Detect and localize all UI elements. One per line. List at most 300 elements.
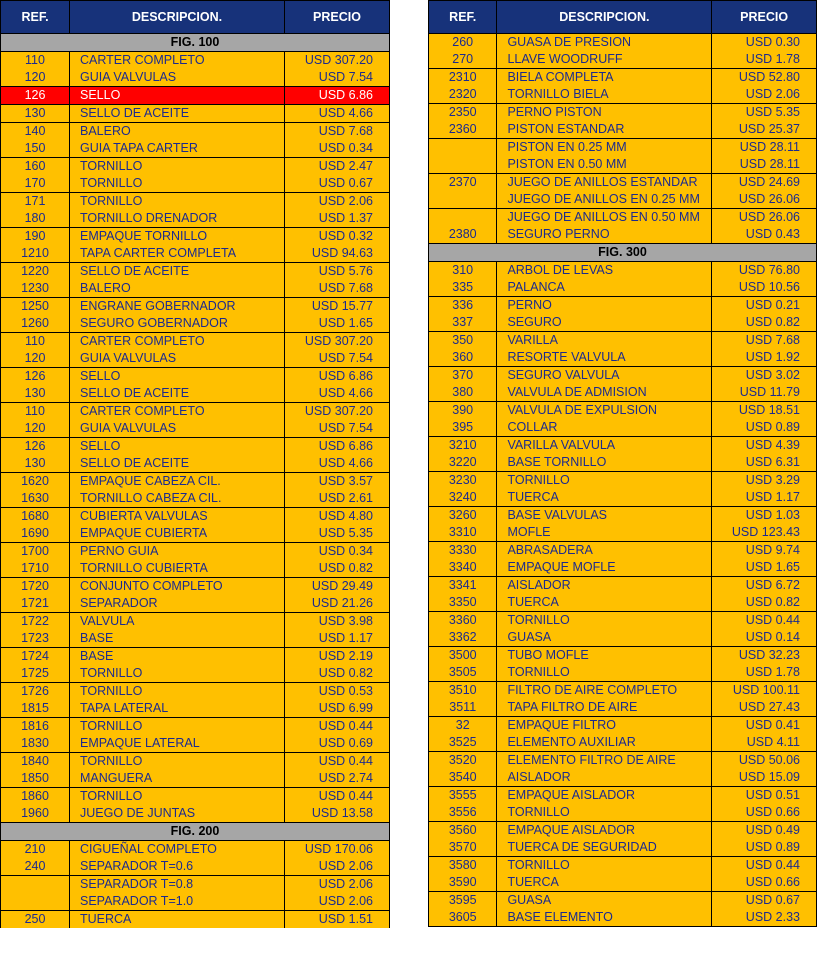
ref-cell: 3555 xyxy=(429,787,497,805)
table-row xyxy=(429,437,817,455)
description-cell: SEGURO VALVULA xyxy=(497,367,712,385)
description-cell: TORNILLO xyxy=(497,804,712,822)
ref-cell: 1250 xyxy=(1,298,70,316)
table-row xyxy=(1,753,390,771)
ref-cell: 180 xyxy=(1,210,70,228)
table-row xyxy=(1,123,390,141)
price-cell: USD 0.82 xyxy=(712,314,817,332)
price-cell: USD 2.06 xyxy=(285,893,390,911)
ref-cell: 160 xyxy=(1,158,70,176)
description-cell: JUEGO DE ANILLOS EN 0.25 MM xyxy=(497,191,712,209)
price-cell: USD 1.65 xyxy=(712,559,817,577)
ref-cell: 380 xyxy=(429,384,497,402)
table-row xyxy=(429,892,817,910)
description-cell: BASE xyxy=(70,648,285,666)
description-cell: TAPA CARTER COMPLETA xyxy=(70,245,285,263)
ref-cell: 1815 xyxy=(1,700,70,718)
description-cell: TORNILLO DRENADOR xyxy=(70,210,285,228)
price-cell: USD 4.66 xyxy=(285,385,390,403)
price-cell: USD 0.69 xyxy=(285,735,390,753)
table-row xyxy=(1,105,390,123)
description-cell: AISLADOR xyxy=(497,577,712,595)
header-ref: REF. xyxy=(429,1,497,34)
table-row xyxy=(429,454,817,472)
description-cell: SELLO xyxy=(70,438,285,456)
description-cell: PERNO PISTON xyxy=(497,104,712,122)
description-cell: SEGURO xyxy=(497,314,712,332)
description-cell: GUASA xyxy=(497,629,712,647)
description-cell: TORNILLO CUBIERTA xyxy=(70,560,285,578)
price-cell: USD 2.47 xyxy=(285,158,390,176)
description-cell: TORNILLO BIELA xyxy=(497,86,712,104)
ref-cell: 130 xyxy=(1,385,70,403)
ref-cell: 1210 xyxy=(1,245,70,263)
price-cell: USD 29.49 xyxy=(285,578,390,596)
table-row xyxy=(1,368,390,386)
description-cell: SELLO DE ACEITE xyxy=(70,105,285,123)
description-cell: TORNILLO xyxy=(70,158,285,176)
parts-table-right xyxy=(428,0,817,927)
price-cell: USD 2.06 xyxy=(285,193,390,211)
description-cell: TUERCA DE SEGURIDAD xyxy=(497,839,712,857)
price-cell: USD 307.20 xyxy=(285,52,390,70)
table-row xyxy=(429,156,817,174)
ref-cell: 360 xyxy=(429,349,497,367)
ref-cell: 2320 xyxy=(429,86,497,104)
ref-cell: 3310 xyxy=(429,524,497,542)
description-cell: ENGRANE GOBERNADOR xyxy=(70,298,285,316)
description-cell: CARTER COMPLETO xyxy=(70,403,285,421)
description-cell: BASE ELEMENTO xyxy=(497,909,712,927)
price-cell: USD 6.72 xyxy=(712,577,817,595)
parts-table-left xyxy=(0,0,390,928)
table-row xyxy=(1,841,390,859)
description-cell: SEPARADOR T=1.0 xyxy=(70,893,285,911)
price-cell: USD 4.80 xyxy=(285,508,390,526)
ref-cell: 171 xyxy=(1,193,70,211)
table-row xyxy=(1,560,390,578)
table-row xyxy=(429,139,817,157)
ref-cell: 3525 xyxy=(429,734,497,752)
description-cell: SELLO xyxy=(70,87,285,105)
price-cell: USD 15.77 xyxy=(285,298,390,316)
description-cell: SELLO xyxy=(70,368,285,386)
price-cell: USD 27.43 xyxy=(712,699,817,717)
price-cell: USD 1.78 xyxy=(712,664,817,682)
price-cell: USD 0.43 xyxy=(712,226,817,244)
description-cell: CONJUNTO COMPLETO xyxy=(70,578,285,596)
ref-cell: 3580 xyxy=(429,857,497,875)
price-cell: USD 6.86 xyxy=(285,368,390,386)
table-row xyxy=(1,700,390,718)
ref-cell: 126 xyxy=(1,438,70,456)
price-cell: USD 2.06 xyxy=(712,86,817,104)
ref-cell: 3590 xyxy=(429,874,497,892)
table-row xyxy=(1,683,390,701)
ref-cell: 337 xyxy=(429,314,497,332)
description-cell: VALVULA xyxy=(70,613,285,631)
description-cell: GUIA VALVULAS xyxy=(70,69,285,87)
ref-cell: 110 xyxy=(1,52,70,70)
description-cell: LLAVE WOODRUFF xyxy=(497,51,712,69)
header-description: DESCRIPCION. xyxy=(497,1,712,34)
price-cell: USD 52.80 xyxy=(712,69,817,87)
price-cell: USD 0.41 xyxy=(712,717,817,735)
ref-cell: 1230 xyxy=(1,280,70,298)
price-cell: USD 13.58 xyxy=(285,805,390,823)
ref-cell: 1690 xyxy=(1,525,70,543)
ref-cell: 3605 xyxy=(429,909,497,927)
price-cell: USD 7.54 xyxy=(285,69,390,87)
price-cell: USD 4.11 xyxy=(712,734,817,752)
description-cell: VALVULA DE EXPULSION xyxy=(497,402,712,420)
table-row xyxy=(1,333,390,351)
ref-cell: 140 xyxy=(1,123,70,141)
table-body-left xyxy=(1,34,390,929)
ref-cell: 126 xyxy=(1,87,70,105)
table-row xyxy=(1,770,390,788)
table-row xyxy=(1,385,390,403)
table-row xyxy=(429,857,817,875)
table-row xyxy=(429,682,817,700)
ref-cell: 1700 xyxy=(1,543,70,561)
table-row xyxy=(429,419,817,437)
description-cell: TUERCA xyxy=(497,594,712,612)
price-cell: USD 3.29 xyxy=(712,472,817,490)
description-cell: SEGURO GOBERNADOR xyxy=(70,315,285,333)
ref-cell: 1620 xyxy=(1,473,70,491)
description-cell: BASE xyxy=(70,630,285,648)
price-cell: USD 6.86 xyxy=(285,438,390,456)
price-cell: USD 0.44 xyxy=(285,753,390,771)
price-cell: USD 0.30 xyxy=(712,34,817,52)
price-cell: USD 25.37 xyxy=(712,121,817,139)
ref-cell xyxy=(1,893,70,911)
ref-cell: 120 xyxy=(1,69,70,87)
figure-label: FIG. 200 xyxy=(1,823,390,841)
table-row xyxy=(429,647,817,665)
table-row xyxy=(429,752,817,770)
price-cell: USD 0.49 xyxy=(712,822,817,840)
description-cell: TUERCA xyxy=(497,874,712,892)
ref-cell: 1630 xyxy=(1,490,70,508)
price-cell: USD 0.21 xyxy=(712,297,817,315)
table-row xyxy=(1,87,390,105)
description-cell: JUEGO DE ANILLOS ESTANDAR xyxy=(497,174,712,192)
ref-cell: 260 xyxy=(429,34,497,52)
ref-cell: 150 xyxy=(1,140,70,158)
description-cell: ARBOL DE LEVAS xyxy=(497,262,712,280)
description-cell: TORNILLO xyxy=(70,753,285,771)
price-cell: USD 6.31 xyxy=(712,454,817,472)
price-cell: USD 7.68 xyxy=(285,280,390,298)
description-cell: RESORTE VALVULA xyxy=(497,349,712,367)
price-cell: USD 76.80 xyxy=(712,262,817,280)
table-row xyxy=(429,769,817,787)
header-ref: REF. xyxy=(1,1,70,34)
table-row xyxy=(429,577,817,595)
ref-cell: 210 xyxy=(1,841,70,859)
description-cell: COLLAR xyxy=(497,419,712,437)
description-cell: EMPAQUE TORNILLO xyxy=(70,228,285,246)
ref-cell: 2310 xyxy=(429,69,497,87)
price-cell: USD 5.35 xyxy=(285,525,390,543)
price-cell: USD 2.19 xyxy=(285,648,390,666)
description-cell: TORNILLO xyxy=(70,193,285,211)
description-cell: BASE VALVULAS xyxy=(497,507,712,525)
price-cell: USD 6.86 xyxy=(285,87,390,105)
description-cell: EMPAQUE FILTRO xyxy=(497,717,712,735)
price-cell: USD 1.51 xyxy=(285,911,390,929)
description-cell: GUASA xyxy=(497,892,712,910)
ref-cell: 3210 xyxy=(429,437,497,455)
ref-cell: 32 xyxy=(429,717,497,735)
ref-cell: 1850 xyxy=(1,770,70,788)
table-row xyxy=(429,489,817,507)
ref-cell: 1723 xyxy=(1,630,70,648)
price-cell: USD 26.06 xyxy=(712,209,817,227)
price-cell: USD 4.66 xyxy=(285,105,390,123)
ref-cell: 1840 xyxy=(1,753,70,771)
ref-cell: 3341 xyxy=(429,577,497,595)
table-row xyxy=(1,665,390,683)
table-row xyxy=(429,629,817,647)
description-cell: PISTON EN 0.50 MM xyxy=(497,156,712,174)
price-cell: USD 2.74 xyxy=(285,770,390,788)
description-cell: JUEGO DE JUNTAS xyxy=(70,805,285,823)
price-cell: USD 307.20 xyxy=(285,333,390,351)
table-row xyxy=(1,228,390,246)
price-cell: USD 0.82 xyxy=(285,560,390,578)
ref-cell: 3240 xyxy=(429,489,497,507)
description-cell: GUIA VALVULAS xyxy=(70,420,285,438)
table-row xyxy=(1,245,390,263)
table-row xyxy=(1,805,390,823)
table-row xyxy=(429,69,817,87)
description-cell: GUIA VALVULAS xyxy=(70,350,285,368)
ref-cell: 1722 xyxy=(1,613,70,631)
ref-cell: 1721 xyxy=(1,595,70,613)
table-row xyxy=(1,648,390,666)
description-cell: BIELA COMPLETA xyxy=(497,69,712,87)
price-cell: USD 7.68 xyxy=(285,123,390,141)
description-cell: TORNILLO xyxy=(497,857,712,875)
price-cell: USD 0.51 xyxy=(712,787,817,805)
ref-cell: 390 xyxy=(429,402,497,420)
price-cell: USD 7.54 xyxy=(285,350,390,368)
table-row xyxy=(429,839,817,857)
table-row xyxy=(429,191,817,209)
price-cell: USD 0.34 xyxy=(285,140,390,158)
description-cell: EMPAQUE CABEZA CIL. xyxy=(70,473,285,491)
table-row xyxy=(429,507,817,525)
description-cell: TAPA LATERAL xyxy=(70,700,285,718)
ref-cell: 3570 xyxy=(429,839,497,857)
table-row xyxy=(1,210,390,228)
ref-cell xyxy=(429,156,497,174)
price-cell: USD 1.65 xyxy=(285,315,390,333)
description-cell: JUEGO DE ANILLOS EN 0.50 MM xyxy=(497,209,712,227)
description-cell: TORNILLO xyxy=(497,612,712,630)
table-row xyxy=(1,613,390,631)
description-cell: BALERO xyxy=(70,280,285,298)
table-header-row xyxy=(429,1,817,34)
description-cell: VALVULA DE ADMISION xyxy=(497,384,712,402)
table-row xyxy=(1,193,390,211)
table-row xyxy=(429,664,817,682)
ref-cell: 3362 xyxy=(429,629,497,647)
table-row xyxy=(1,298,390,316)
table-row xyxy=(1,876,390,894)
table-row xyxy=(1,280,390,298)
table-row xyxy=(429,384,817,402)
table-row xyxy=(1,158,390,176)
description-cell: TORNILLO xyxy=(70,683,285,701)
figure-label: FIG. 100 xyxy=(1,34,390,52)
ref-cell: 2370 xyxy=(429,174,497,192)
table-row xyxy=(429,367,817,385)
price-cell: USD 94.63 xyxy=(285,245,390,263)
price-cell: USD 1.37 xyxy=(285,210,390,228)
ref-cell: 3340 xyxy=(429,559,497,577)
ref-cell: 3511 xyxy=(429,699,497,717)
table-row xyxy=(1,735,390,753)
figure-section-header xyxy=(1,823,390,841)
table-row xyxy=(1,52,390,70)
description-cell: TORNILLO xyxy=(70,788,285,806)
ref-cell: 3595 xyxy=(429,892,497,910)
description-cell: TUBO MOFLE xyxy=(497,647,712,665)
ref-cell: 3510 xyxy=(429,682,497,700)
description-cell: TUERCA xyxy=(497,489,712,507)
table-row xyxy=(429,279,817,297)
price-cell: USD 0.82 xyxy=(285,665,390,683)
ref-cell: 1860 xyxy=(1,788,70,806)
price-cell: USD 0.66 xyxy=(712,804,817,822)
price-cell: USD 3.02 xyxy=(712,367,817,385)
ref-cell: 1220 xyxy=(1,263,70,281)
price-cell: USD 0.53 xyxy=(285,683,390,701)
table-row xyxy=(1,508,390,526)
price-cell: USD 4.39 xyxy=(712,437,817,455)
description-cell: MANGUERA xyxy=(70,770,285,788)
price-cell: USD 10.56 xyxy=(712,279,817,297)
price-cell: USD 32.23 xyxy=(712,647,817,665)
price-cell: USD 28.11 xyxy=(712,139,817,157)
ref-cell: 240 xyxy=(1,858,70,876)
figure-label: FIG. 300 xyxy=(429,244,817,262)
price-cell: USD 21.26 xyxy=(285,595,390,613)
description-cell: BASE TORNILLO xyxy=(497,454,712,472)
table-row xyxy=(429,332,817,350)
price-cell: USD 2.06 xyxy=(285,876,390,894)
description-cell: TAPA FILTRO DE AIRE xyxy=(497,699,712,717)
ref-cell: 395 xyxy=(429,419,497,437)
ref-cell: 1960 xyxy=(1,805,70,823)
ref-cell: 336 xyxy=(429,297,497,315)
figure-section-header xyxy=(1,34,390,52)
ref-cell: 3220 xyxy=(429,454,497,472)
price-cell: USD 100.11 xyxy=(712,682,817,700)
ref-cell: 126 xyxy=(1,368,70,386)
description-cell: ABRASADERA xyxy=(497,542,712,560)
description-cell: CUBIERTA VALVULAS xyxy=(70,508,285,526)
table-row xyxy=(1,140,390,158)
table-row xyxy=(429,349,817,367)
price-cell: USD 123.43 xyxy=(712,524,817,542)
description-cell: TORNILLO xyxy=(70,175,285,193)
ref-cell xyxy=(429,191,497,209)
ref-cell: 335 xyxy=(429,279,497,297)
table-header-row xyxy=(1,1,390,34)
table-row xyxy=(1,595,390,613)
price-cell: USD 15.09 xyxy=(712,769,817,787)
table-row xyxy=(429,804,817,822)
description-cell: BALERO xyxy=(70,123,285,141)
ref-cell: 3500 xyxy=(429,647,497,665)
price-cell: USD 0.66 xyxy=(712,874,817,892)
description-cell: CARTER COMPLETO xyxy=(70,52,285,70)
ref-cell: 1724 xyxy=(1,648,70,666)
description-cell: SEGURO PERNO xyxy=(497,226,712,244)
description-cell: PERNO xyxy=(497,297,712,315)
table-row xyxy=(429,699,817,717)
table-row xyxy=(1,788,390,806)
table-row xyxy=(429,86,817,104)
table-row xyxy=(429,787,817,805)
ref-cell: 3505 xyxy=(429,664,497,682)
figure-section-header xyxy=(429,244,817,262)
description-cell: MOFLE xyxy=(497,524,712,542)
ref-cell: 1710 xyxy=(1,560,70,578)
table-row xyxy=(429,104,817,122)
ref-cell xyxy=(1,876,70,894)
price-cell: USD 0.44 xyxy=(285,788,390,806)
table-row xyxy=(1,490,390,508)
description-cell: TORNILLO xyxy=(497,664,712,682)
ref-cell: 3260 xyxy=(429,507,497,525)
price-cell: USD 24.69 xyxy=(712,174,817,192)
ref-cell: 170 xyxy=(1,175,70,193)
table-row xyxy=(1,263,390,281)
header-description: DESCRIPCION. xyxy=(70,1,285,34)
price-cell: USD 7.54 xyxy=(285,420,390,438)
ref-cell: 110 xyxy=(1,333,70,351)
description-cell: SELLO DE ACEITE xyxy=(70,455,285,473)
price-cell: USD 3.57 xyxy=(285,473,390,491)
ref-cell: 3520 xyxy=(429,752,497,770)
description-cell: GUASA DE PRESION xyxy=(497,34,712,52)
ref-cell: 1260 xyxy=(1,315,70,333)
description-cell: SEPARADOR T=0.8 xyxy=(70,876,285,894)
price-cell: USD 0.82 xyxy=(712,594,817,612)
table-row xyxy=(1,630,390,648)
price-cell: USD 0.89 xyxy=(712,839,817,857)
description-cell: PERNO GUIA xyxy=(70,543,285,561)
ref-cell: 190 xyxy=(1,228,70,246)
table-row xyxy=(1,543,390,561)
table-row xyxy=(429,402,817,420)
ref-cell: 130 xyxy=(1,455,70,473)
ref-cell: 1725 xyxy=(1,665,70,683)
description-cell: SEPARADOR T=0.6 xyxy=(70,858,285,876)
ref-cell: 3360 xyxy=(429,612,497,630)
ref-cell: 120 xyxy=(1,420,70,438)
table-row xyxy=(429,209,817,227)
price-cell: USD 1.17 xyxy=(712,489,817,507)
table-row xyxy=(429,174,817,192)
price-cell: USD 0.32 xyxy=(285,228,390,246)
